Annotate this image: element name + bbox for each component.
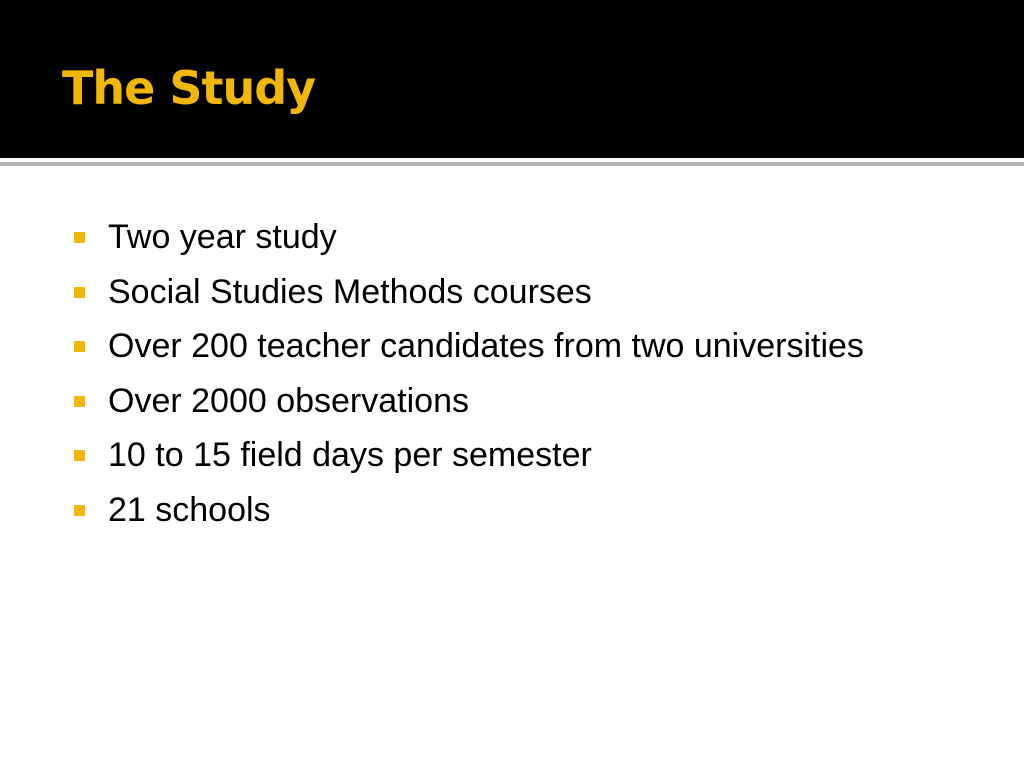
bullet-list bbox=[72, 210, 972, 537]
bullet-item bbox=[72, 319, 868, 374]
bullet-text: 21 schools bbox=[108, 490, 271, 529]
bullet-item bbox=[72, 374, 868, 429]
bullet-item bbox=[72, 210, 868, 265]
bullet-text: Over 2000 observations bbox=[108, 381, 469, 420]
square-bullet-icon bbox=[74, 341, 85, 352]
square-bullet-icon bbox=[74, 505, 85, 516]
bullet-item bbox=[72, 483, 868, 538]
slide-title: The Study bbox=[62, 61, 316, 115]
bullet-item bbox=[72, 428, 868, 483]
square-bullet-icon bbox=[74, 287, 85, 298]
square-bullet-icon bbox=[74, 396, 85, 407]
square-bullet-icon bbox=[74, 232, 85, 243]
bullet-text: Two year study bbox=[108, 218, 337, 256]
bullet-item bbox=[72, 265, 868, 320]
bullet-text: Over 200 teacher candidates from two universities bbox=[108, 327, 864, 365]
bullet-text: 10 to 15 field days per semester bbox=[108, 436, 592, 474]
bullet-text: Social Studies Methods courses bbox=[108, 272, 592, 311]
title-bar bbox=[0, 0, 1024, 158]
square-bullet-icon bbox=[74, 450, 85, 461]
title-divider bbox=[0, 162, 1024, 166]
